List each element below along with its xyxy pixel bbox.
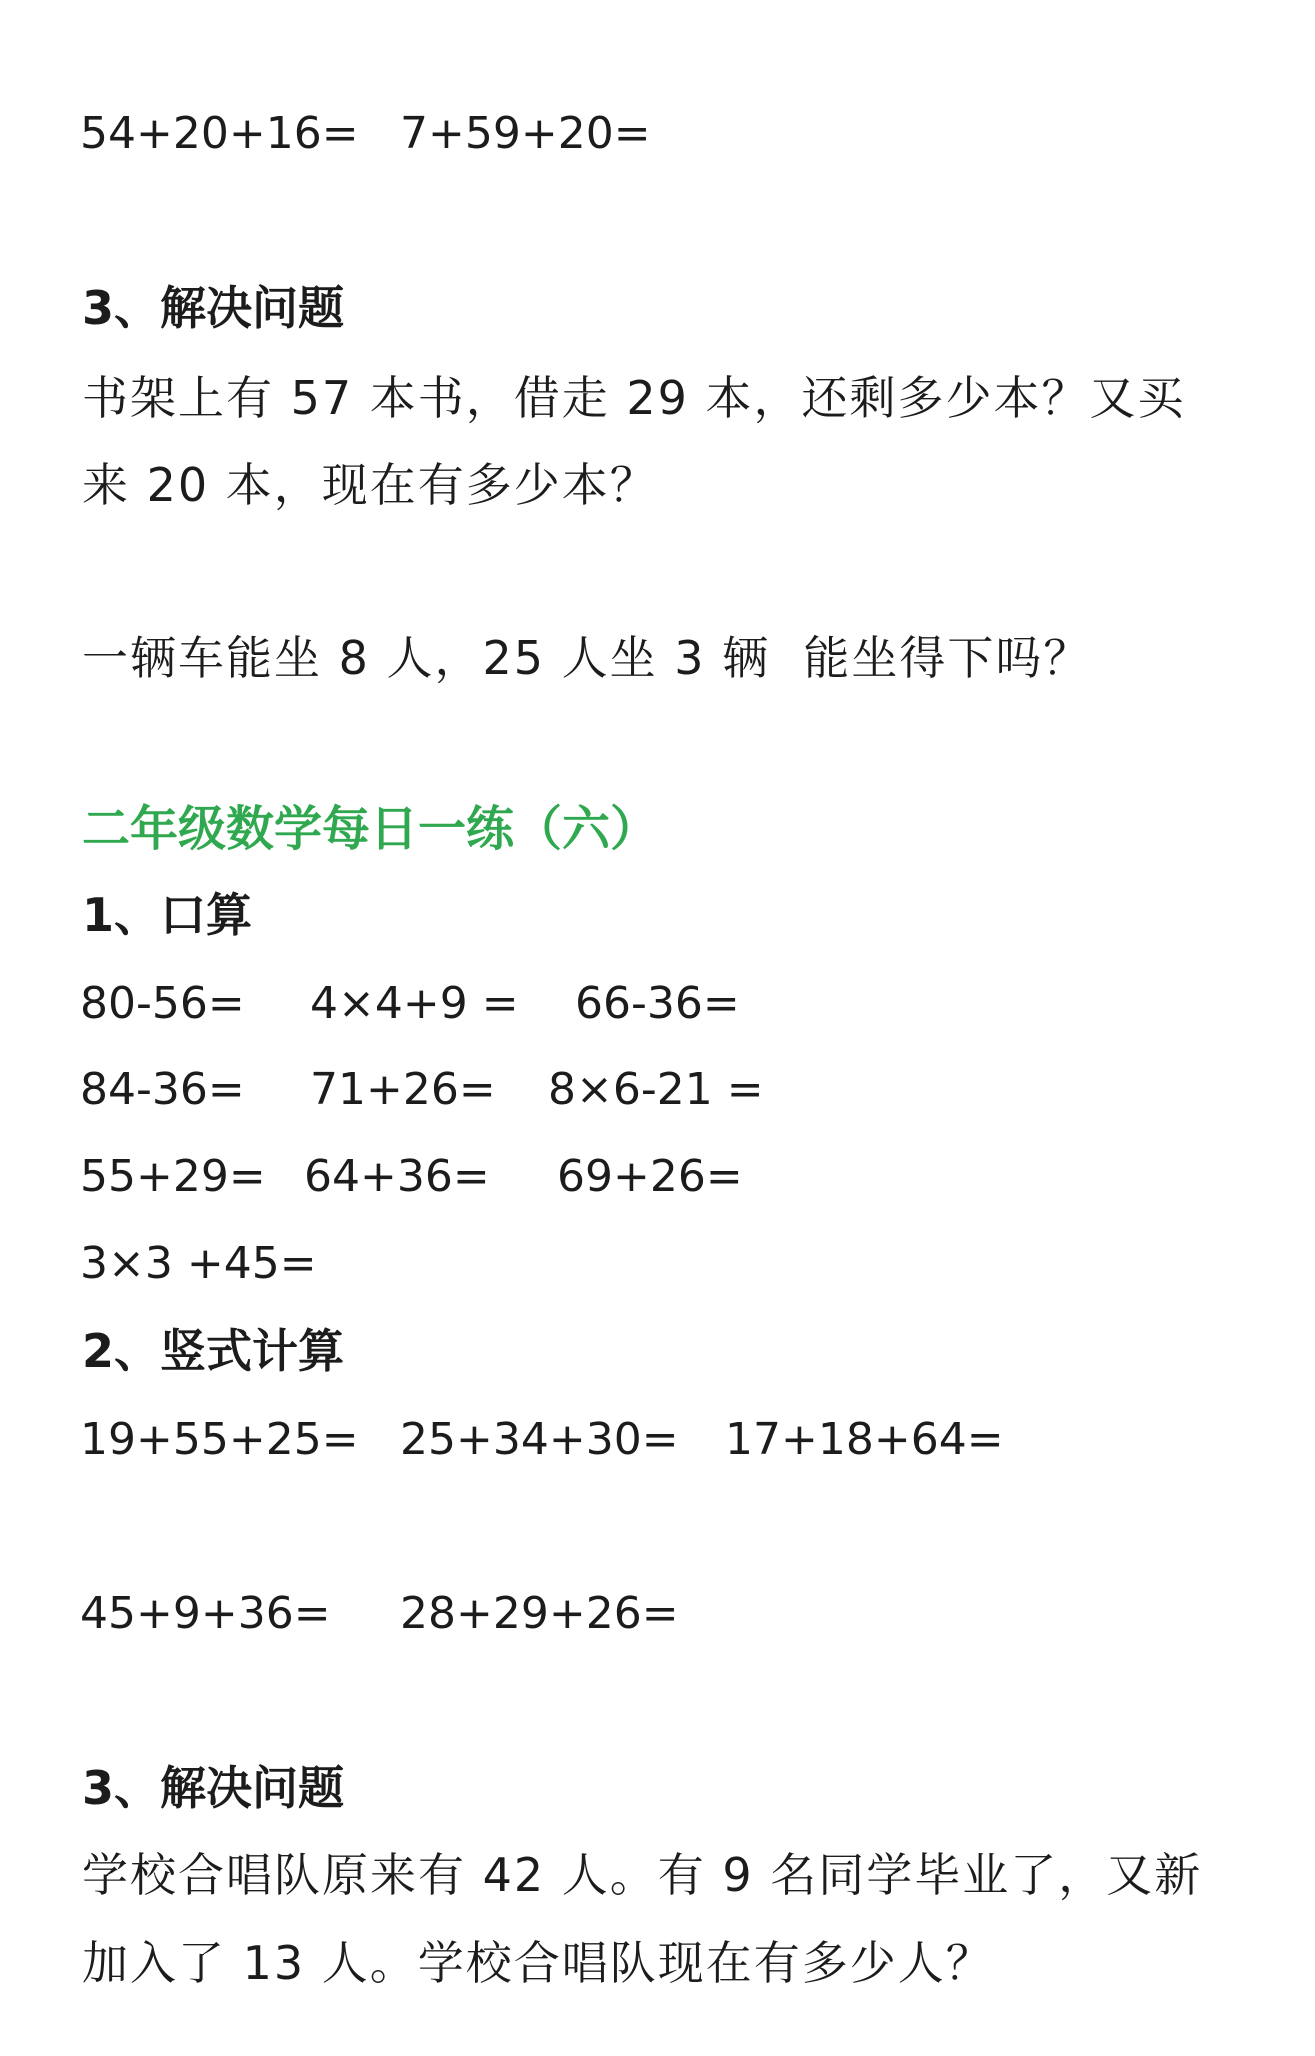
calc-item: 25+34+30=	[400, 1414, 679, 1465]
calc-item: 84-36=	[80, 1064, 245, 1115]
calc-item: 7+59+20=	[400, 108, 651, 159]
problem-text: 一辆车能坐 8 人，25 人坐 3 辆 能坐得下吗？	[82, 631, 1092, 685]
section-heading-mental-math: 1、口算	[82, 888, 253, 942]
calc-row	[0, 1414, 1315, 1478]
problem-text: 加入了 13 人。学校合唱队现在有多少人？	[82, 1936, 994, 1990]
calc-item: 45+9+36=	[80, 1588, 331, 1639]
calc-item: 17+18+64=	[725, 1414, 1004, 1465]
section-heading-solve-problems: 3、解决问题	[82, 281, 345, 335]
calc-item: 80-56=	[80, 978, 245, 1029]
calc-row	[0, 1151, 1315, 1215]
calc-item: 71+26=	[310, 1064, 496, 1115]
calc-item: 64+36=	[304, 1151, 490, 1202]
problem-text: 书架上有 57 本书，借走 29 本，还剩多少本？又买	[82, 371, 1186, 425]
calc-item: 19+55+25=	[80, 1414, 359, 1465]
calc-item: 66-36=	[575, 978, 740, 1029]
calc-item: 69+26=	[557, 1151, 743, 1202]
worksheet-title: 二年级数学每日一练（六）	[82, 801, 659, 857]
calc-item: 55+29=	[80, 1151, 266, 1202]
section-heading-solve-problems: 3、解决问题	[82, 1761, 345, 1815]
calc-item: 3×3 +45=	[80, 1238, 317, 1289]
top-calc-row	[0, 108, 1315, 172]
calc-item: 8×6-21 =	[548, 1064, 764, 1115]
calc-row	[0, 978, 1315, 1042]
calc-item: 54+20+16=	[80, 108, 359, 159]
calc-item: 28+29+26=	[400, 1588, 679, 1639]
problem-text: 学校合唱队原来有 42 人。有 9 名同学毕业了，又新	[82, 1848, 1203, 1902]
calc-item: 4×4+9 =	[310, 978, 519, 1029]
calc-row	[0, 1238, 1315, 1302]
problem-text: 来 20 本，现在有多少本？	[82, 458, 658, 512]
calc-row	[0, 1064, 1315, 1128]
section-heading-vertical-calc: 2、竖式计算	[82, 1324, 345, 1378]
calc-row	[0, 1588, 1315, 1652]
